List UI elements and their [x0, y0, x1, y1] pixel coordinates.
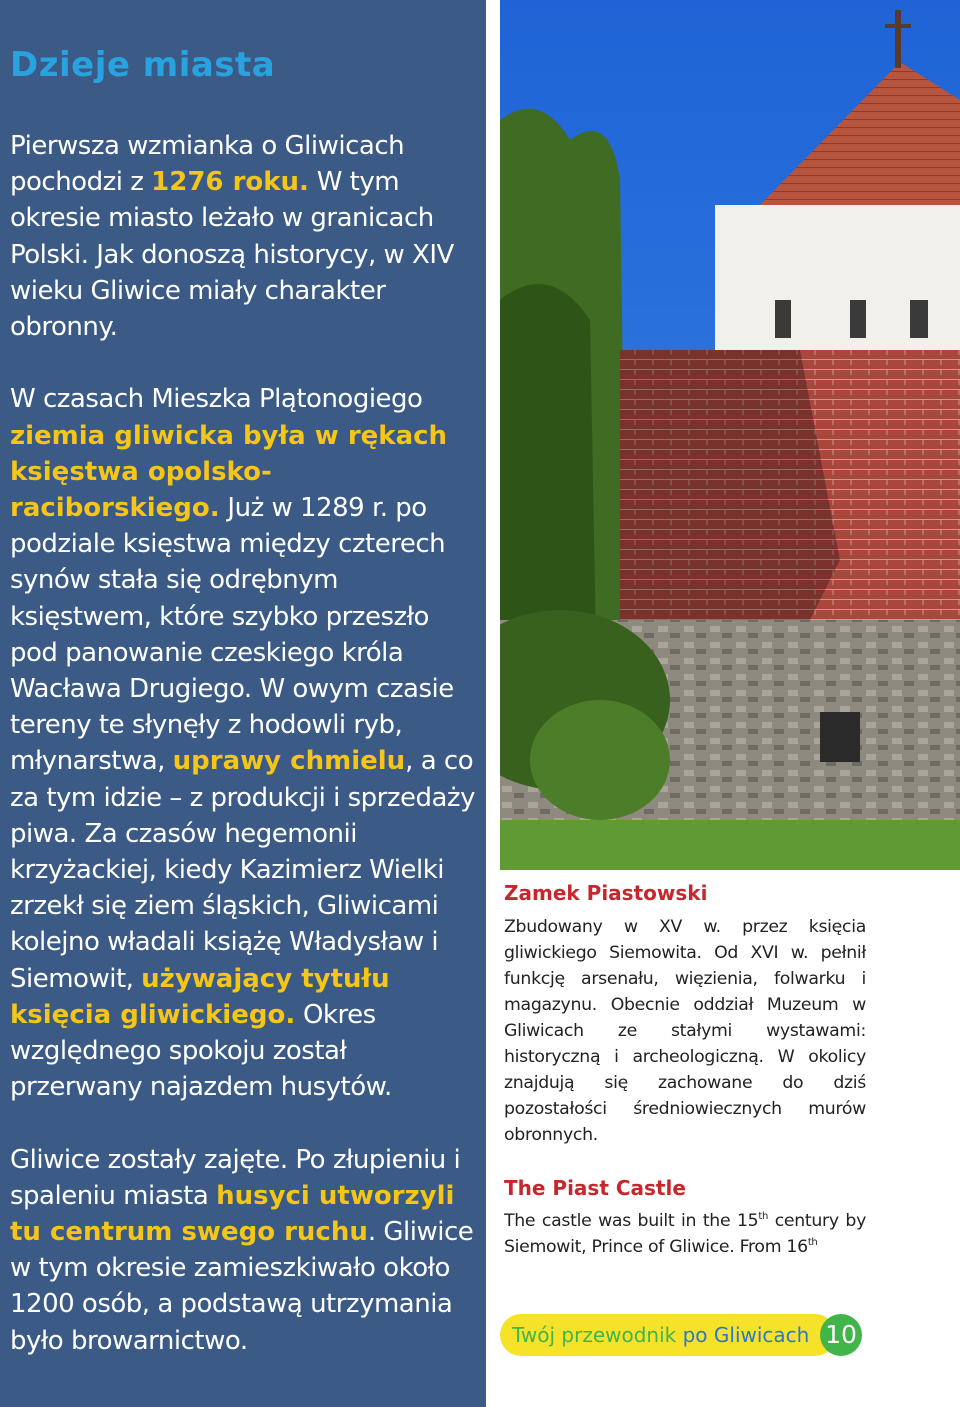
highlighted-text: uprawy chmielu	[172, 746, 406, 777]
superscript: th	[758, 1211, 769, 1222]
caption-text-pl: Zbudowany w XV w. przez księcia gliwickiego Siemowita. Od XVI w. pełnił funkcję arsenału, więzienia, folwarku i magazynu. Obecnie oddział Muzeum w Gliwicach ze stałymi wystawami: historyczną i archeologiczną. W okolicy znajdują się zachowane do dziś pozostałości średniowiecznych murów obronnych.	[504, 917, 866, 1145]
text-run: , a co za tym idzie – z produkcji i sprzedaży piwa. Za czasów hegemonii krzyżackiej, kiedy Kazimierz Wielki zrzekł się ziem śląskich, Gliwicami kolejno władali książę Władysław i Siemowit,	[10, 746, 475, 994]
guide-title-part: po Gliwicach	[682, 1323, 810, 1347]
caption-title-en: The Piast Castle	[504, 1176, 686, 1200]
highlighted-text: ziemia gliwicka była w rękach księstwa opolsko-raciborskiego.	[10, 420, 448, 524]
page-title: Dzieje miasta	[10, 45, 276, 85]
castle-illustration	[500, 0, 960, 870]
guide-footer-pill	[500, 1314, 836, 1356]
highlighted-text: husyci utworzyli tu centrum swego ruchu	[10, 1180, 455, 1248]
text-run: W czasach Mieszka Plątonogiego	[10, 384, 423, 415]
text-run: Okres względnego spokoju został przerwany najazdem husytów.	[10, 999, 392, 1103]
text-run: Już w 1289 r. po podziale księstwa między czterech synów stała się odrębnym księstwem, które szybko przeszło pod panowanie czeskiego króla Wacława Drugiego. W owym czasie tereny te słynęły z hodowli ryb, młynarstwa,	[10, 493, 454, 777]
highlighted-text: 1276 roku.	[151, 167, 309, 198]
paragraph	[10, 381, 480, 1105]
paragraph	[10, 128, 480, 345]
history-text	[10, 128, 480, 1359]
caption-text-en	[504, 1208, 866, 1260]
guide-title-part: Twój przewodnik	[512, 1323, 677, 1347]
guide-title	[512, 1321, 809, 1349]
highlighted-text: używający tytułu księcia gliwickiego.	[10, 963, 390, 1030]
caption-title-pl: Zamek Piastowski	[504, 881, 708, 905]
text-run: . Gliwice w tym okresie zamieszkiwało około 1200 osób, a podstawą utrzymania było browarnictwo.	[10, 1217, 474, 1356]
superscript: th	[807, 1237, 818, 1248]
caption-en-part: century by Siemowit, Prince of Gliwice. From 16	[504, 1211, 866, 1257]
page-number: 10	[820, 1314, 862, 1356]
paragraph	[10, 1142, 480, 1359]
gutter	[486, 0, 500, 1407]
text-run: Gliwice zostały zajęte. Po złupieniu i spaleniu miasta	[10, 1144, 461, 1211]
castle-photo	[500, 0, 960, 870]
text-run: Pierwsza wzmianka o Gliwicach pochodzi z	[10, 131, 405, 198]
text-run: W tym okresie miasto leżało w granicach Polski. Jak donoszą historycy, w XIV wieku Gliwice miały charakter obronny.	[10, 167, 454, 343]
caption-en-part: The castle was built in the 15	[504, 1211, 759, 1231]
